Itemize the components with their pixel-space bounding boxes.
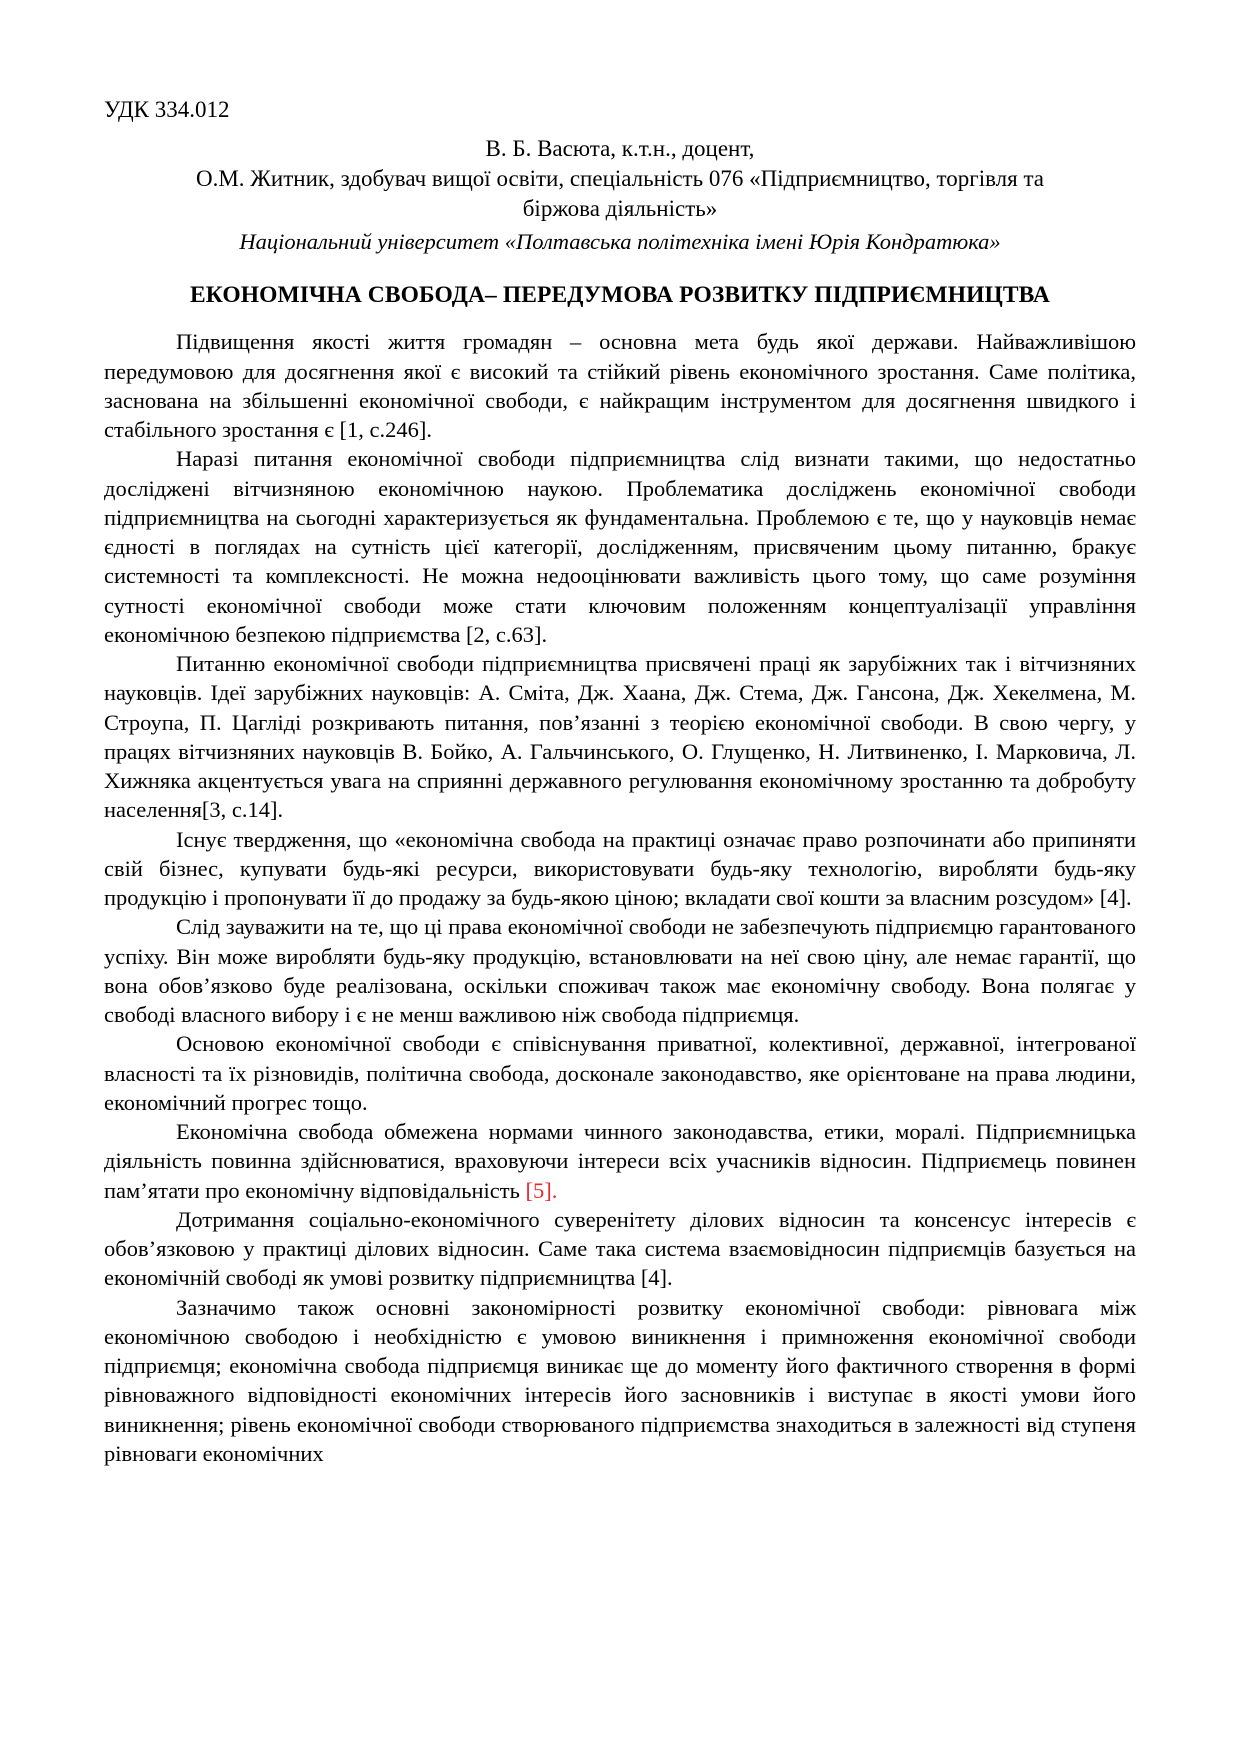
paragraph: Слід зауважити на те, що ці права економічної свободи не забезпечують підприємцю гарантованого успіху. Він може виробляти будь-яку продукцію, встановлювати на неї свою ціну, але немає гарантії, що вона обов’язково буде реалізована, оскільки споживач також має економічну свободу. Вона полягає у свободі власного вибору і є не менш важливою ніж свобода підприємця. (104, 914, 1136, 1028)
affiliation: Національний університет «Полтавська політехніка імені Юрія Кондратюка» (239, 228, 1001, 254)
author-line-1: В. Б. Васюта, к.т.н., доцент, (485, 135, 755, 161)
author-line-3: біржова діяльність» (522, 196, 718, 222)
paragraph-text-before-reference: Економічна свобода обмежена нормами чинного законодавства, етики, моралі. Підприємницька діяльність повинна здійснюватися, враховуючи інтереси всіх учасників відносин. Підприємець повинен пам’ятати про економічну відповідальність (104, 1119, 1136, 1203)
reference-marker-5: [5]. (525, 1177, 558, 1203)
paragraph-with-reference (104, 1117, 1136, 1205)
paragraph: Підвищення якості життя громадян – основна мета будь якої держави. Найважливішою передумовою для досягнення якої є високий та стійкий рівень економічного зростання. Саме політика, заснована на збільшенні економічної свободи, є найкращим інструментом для досягнення швидкого і стабільного зростання є [1, с.246]. (104, 329, 1136, 443)
paragraph: Дотримання соціально-економічного суверенітету ділових відносин та консенсус інтересів є обов’язковою у практиці ділових відносин. Саме така система взаємовідносин підприємців базується на економічній свободі як умові розвитку підприємництва [4]. (104, 1206, 1136, 1291)
page-title: ЕКОНОМІЧНА СВОБОДА– ПЕРЕДУМОВА РОЗВИТКУ ПІДПРИЄМНИЦТВА (190, 282, 1050, 309)
author-block (104, 134, 1136, 225)
paragraph: Зазначимо також основні закономірності розвитку економічної свободи: рівновага між економічною свободою і необхідністю є умовою виникнення і примноження економічної свободи підприємця; економічна свобода підприємця виникає ще до моменту його фактичного створення в формі рівноважного відповідності економічних інтересів його засновників і виступає в якості умови його виникнення; рівень економічної свободи створюваного підприємства знаходиться в залежності від ступеня рівноваги економічних (104, 1294, 1136, 1466)
paragraph: Наразі питання економічної свободи підприємництва слід визнати такими, що недостатньо досліджені вітчизняною економічною наукою. Проблематика досліджень економічної свободи підприємництва на сьогодні характеризується як фундаментальна. Проблемою є те, що у науковців немає єдності в поглядах на сутність цієї категорії, дослідженням, присвяченим цьому питанню, бракує системності та комплексності. Не можна недооцінювати важливість цього тому, що саме розуміння сутності економічної свободи може стати ключовим положенням концептуалізації управління економічною безпекою підприємства [2, с.63]. (104, 446, 1136, 647)
author-line-2: О.М. Житник, здобувач вищої освіти, спеціальність 076 «Підприємництво, торгівля та (196, 165, 1044, 191)
paragraph: Основою економічної свободи є співіснування приватної, колективної, державної, інтегрованої власності та їх різновидів, політична свобода, досконале законодавство, яке орієнтоване на права людини, економічний прогрес тощо. (104, 1031, 1136, 1115)
paragraph: Існує твердження, що «економічна свобода на практиці означає право розпочинати або припиняти свій бізнес, купувати будь-які ресурси, використовувати будь-яку технологію, виробляти будь-яку продукцію і пропонувати її до продажу за будь-якою ціною; вкладати свої кошти за власним розсудом» [4]. (104, 826, 1136, 911)
paragraph: Питанню економічної свободи підприємництва присвячені праці як зарубіжних так і вітчизняних науковців. Ідеї зарубіжних науковців: А. Сміта, Дж. Хаана, Дж. Стема, Дж. Гансона, Дж. Хекелмена, М. Строупа, П. Цагліді розкривають питання, пов’язанні з теорією економічної свободи. В свою чергу, у працях вітчизняних науковців В. Бойко, А. Гальчинського, О. Глущенко, Н. Литвиненко, І. Марковича, Л. Хижняка акцентується увага на сприянні державного регулювання економічному зростанню та добробуту населення[3, с.14]. (104, 651, 1136, 823)
udk-code: УДК 334.012 (104, 97, 230, 122)
